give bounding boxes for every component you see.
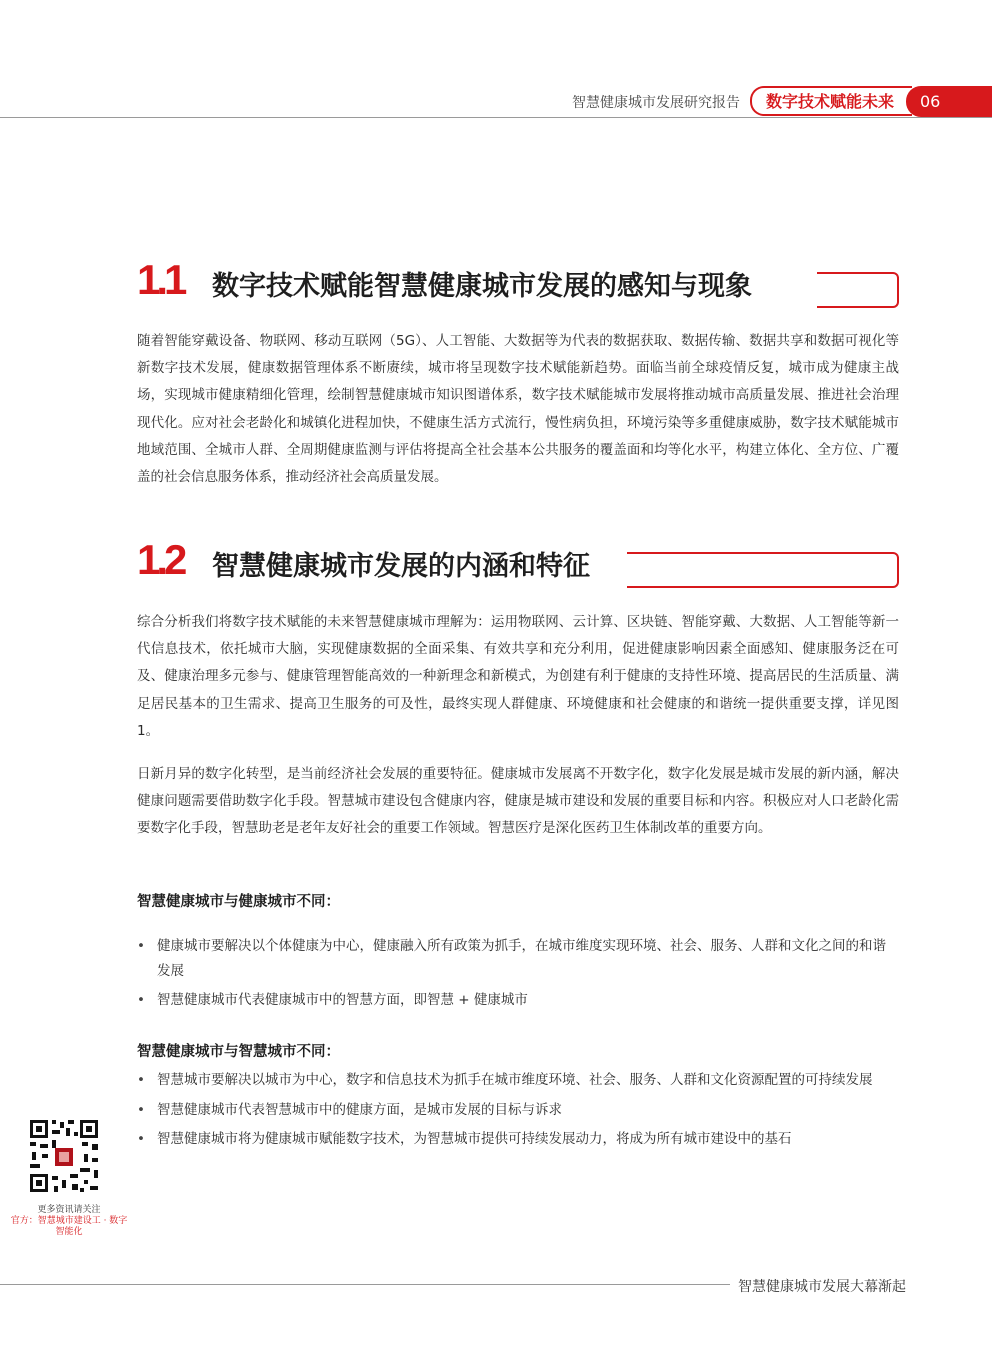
list-item: • 智慧健康城市代表智慧城市中的健康方面，是城市发展的目标与诉求 — [137, 1098, 899, 1123]
heading-bracket — [817, 272, 899, 308]
qr-caption — [10, 1205, 128, 1238]
qr-caption-line1: 更多资讯请关注 — [37, 1205, 101, 1215]
heading-bracket — [627, 552, 899, 588]
header-rule — [0, 117, 992, 118]
comparison-list-smart-city — [137, 1068, 899, 1157]
section-1-2-paragraph-1: 综合分析我们将数字技术赋能的未来智慧健康城市理解为：运用物联网、云计算、区块链、智能穿戴、大数据、人工智能等新一代信息技术，依托城市大脑，实现健康数据的全面采集、有效共享和充分利用，促进健康影响因素全面感知、健康服务泛在可及、健康治理多元参与、健康管理智能高效的一种新理念和新模式，为创建有利于健康的支持性环境、提高居民的生活质量、满足居民基本的卫生需求、提高卫生服务的可及性，最终实现人群健康、环境健康和社会健康的和谐统一提供重要支撑，详见图 1。 — [137, 614, 899, 739]
section-1-1-paragraph: 随着智能穿戴设备、物联网、移动互联网（5G）、人工智能、大数据等为代表的数据获取、数据传输、数据共享和数据可视化等新数字技术发展，健康数据管理体系不断赓续，城市将呈现数字技术赋能新趋势。面临当前全球疫情反复，城市成为健康主战场，实现城市健康精细化管理，绘制智慧健康城市知识图谱体系，数字技术赋能城市发展将推动城市高质量发展、推进社会治理现代化。应对社会老龄化和城镇化进程加快，不健康生活方式流行，慢性病负担，环境污染等多重健康威胁，数字技术赋能城市地域范围、全城市人群、全周期健康监测与评估将提高全社会基本公共服务的覆盖面和均等化水平，构建立体化、全方位、广覆盖的社会信息服务体系，推动经济社会高质量发展。 — [137, 333, 899, 486]
list-item: • 智慧健康城市将为健康城市赋能数字技术，为智慧城市提供可持续发展动力，将成为所有城市建设中的基石 — [137, 1127, 899, 1152]
section-title: 数字技术赋能智慧健康城市发展的感知与现象 — [212, 271, 752, 302]
section-number: 1.2 — [137, 536, 184, 583]
qr-code-image — [28, 1118, 100, 1194]
chapter-tag: 数字技术赋能未来 — [750, 86, 912, 116]
qr-caption-line2: 官方：智慧城市建设工 · 数字智能化 — [10, 1216, 128, 1237]
list-item: • 健康城市要解决以个体健康为中心，健康融入所有政策为抓手，在城市维度实现环境、社会、服务、人群和文化之间的和谐发展 — [137, 934, 899, 983]
section-heading-1-2 — [137, 536, 899, 590]
section-number: 1.1 — [137, 256, 184, 303]
section-1-2-paragraph-2: 日新月异的数字化转型，是当前经济社会发展的重要特征。健康城市发展离不开数字化，数字化发展是城市发展的新内涵，解决健康问题需要借助数字化手段。智慧城市建设包含健康内容，健康是城市建设和发展的重要目标和内容。积极应对人口老龄化需要数字化手段，智慧助老是老年友好社会的重要工作领域。智慧医疗是深化医药卫生体制改革的重要方向。 — [137, 766, 899, 837]
report-title: 智慧健康城市发展研究报告 — [572, 95, 740, 111]
section-title: 智慧健康城市发展的内涵和特征 — [212, 551, 590, 582]
section-heading-1-1 — [137, 256, 899, 310]
footer-rule — [0, 1284, 730, 1285]
list-item: • 智慧城市要解决以城市为中心，数字和信息技术为抓手在城市维度环境、社会、服务、人群和文化资源配置的可持续发展 — [137, 1068, 899, 1093]
comparison-heading-smart-city: 智慧健康城市与智慧城市不同： — [137, 1044, 340, 1060]
comparison-heading-health-city: 智慧健康城市与健康城市不同： — [137, 894, 340, 910]
page-number: 06 — [906, 86, 992, 117]
list-item: • 智慧健康城市代表健康城市中的智慧方面，即智慧 + 健康城市 — [137, 988, 899, 1013]
comparison-list-health-city — [137, 934, 899, 1018]
footer-text: 智慧健康城市发展大幕渐起 — [738, 1279, 906, 1295]
